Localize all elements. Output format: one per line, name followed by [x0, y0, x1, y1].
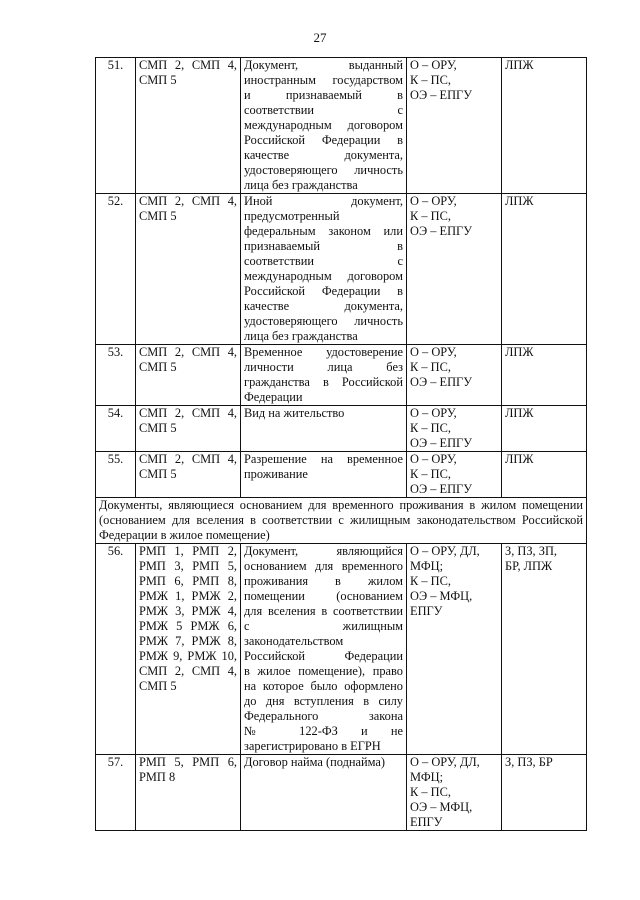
description-line: лица без гражданства [244, 178, 358, 192]
source-line: ОЭ – ЕПГУ [410, 482, 472, 496]
description-line: качестве документа, [244, 148, 403, 162]
table-row [96, 544, 587, 755]
row-number: 51. [96, 58, 136, 194]
source-line: ОЭ – ЕПГУ [410, 436, 472, 450]
extra-line: БР, ЛПЖ [505, 559, 553, 573]
description-cell [241, 194, 407, 345]
extra-cell [502, 755, 587, 831]
source-cell [407, 194, 502, 345]
codes-line: РМП 8 [139, 770, 176, 784]
description-cell [241, 544, 407, 755]
source-line: О – ОРУ, [410, 58, 457, 72]
codes-line: СМП 2, СМП 4, [139, 58, 237, 72]
codes-line: РМЖ 5 РМЖ 6, [139, 619, 237, 633]
description-line: Федерального закона [244, 709, 403, 723]
description-line: № 122-ФЗ и не [244, 724, 403, 738]
codes-cell [136, 544, 241, 755]
description-line: удостоверяющего личность [244, 314, 403, 328]
source-line: О – ОРУ, ДЛ, [410, 544, 480, 558]
description-line: основанием для временного [244, 559, 403, 573]
extra-cell [502, 452, 587, 498]
description-cell [241, 58, 407, 194]
codes-line: РМЖ 1, РМЖ 2, [139, 589, 237, 603]
description-cell [241, 755, 407, 831]
source-line: О – ОРУ, ДЛ, [410, 755, 480, 769]
description-line: признаваемый в [244, 239, 403, 253]
description-line: проживание [244, 467, 308, 481]
description-line: Разрешение на временное [244, 452, 403, 466]
description-line: проживания в жилом [244, 574, 403, 588]
description-line: соответствии с [244, 103, 403, 117]
codes-line: РМП 6, РМП 8, [139, 574, 237, 588]
source-line: О – ОРУ, [410, 452, 457, 466]
codes-line: СМП 2, СМП 4, [139, 452, 237, 466]
table-row [96, 58, 587, 194]
page-number: 27 [313, 30, 327, 45]
codes-cell [136, 194, 241, 345]
description-line: личности лица без [244, 360, 403, 374]
extra-cell [502, 194, 587, 345]
row-number: 52. [96, 194, 136, 345]
source-line: К – ПС, [410, 73, 451, 87]
table-row [96, 452, 587, 498]
description-cell [241, 345, 407, 406]
description-line: Документ, являющийся [244, 544, 403, 558]
extra-cell [502, 58, 587, 194]
description-line: Документ, выданный [244, 58, 403, 72]
description-line: Российской Федерации в [244, 133, 403, 147]
codes-line: СМП 2, СМП 4, [139, 406, 237, 420]
source-line: О – ОРУ, [410, 194, 457, 208]
extra-line: З, ПЗ, БР [505, 755, 553, 769]
section-heading: Документы, являющиеся основанием для временного проживания в жилом помещении (основанием для вселения в соответствии с жилищным законодательством Российской Федерации в жилое помещение) [96, 498, 587, 544]
description-line: федеральным законом или [244, 224, 403, 238]
row-number: 57. [96, 755, 136, 831]
codes-cell [136, 345, 241, 406]
row-number: 55. [96, 452, 136, 498]
description-line: для вселения в соответствии [244, 604, 403, 618]
source-cell [407, 58, 502, 194]
description-line: международным договором [244, 269, 403, 283]
source-line: МФЦ; [410, 770, 444, 784]
codes-line: СМП 5 [139, 679, 177, 693]
source-line: О – ОРУ, [410, 345, 457, 359]
source-line: К – ПС, [410, 574, 451, 588]
codes-line: РМЖ 9, РМЖ 10, [139, 649, 237, 663]
source-cell [407, 755, 502, 831]
extra-cell [502, 544, 587, 755]
codes-line: СМП 5 [139, 421, 177, 435]
description-line: помещении (основанием [244, 589, 403, 603]
extra-line: ЛПЖ [505, 345, 534, 359]
description-line: международным договором [244, 118, 403, 132]
description-line: Вид на жительство [244, 406, 345, 420]
source-cell [407, 345, 502, 406]
extra-line: ЛПЖ [505, 194, 534, 208]
source-line: ОЭ – ЕПГУ [410, 375, 472, 389]
source-line: МФЦ; [410, 559, 444, 573]
description-line: и признаваемый в [244, 88, 403, 102]
codes-line: СМП 2, СМП 4, [139, 194, 237, 208]
description-line: в жилое помещение), право [244, 664, 403, 678]
source-line: ОЭ – МФЦ, [410, 589, 473, 603]
source-line: ЕПГУ [410, 604, 443, 618]
source-line: К – ПС, [410, 785, 451, 799]
codes-cell [136, 58, 241, 194]
source-line: К – ПС, [410, 467, 451, 481]
codes-line: РМП 3, РМП 5, [139, 559, 237, 573]
description-line: зарегистрировано в ЕГРН [244, 739, 381, 753]
description-line: иностранным государством [244, 73, 403, 87]
source-line: К – ПС, [410, 360, 451, 374]
table-row [96, 755, 587, 831]
description-line: Временное удостоверение [244, 345, 403, 359]
table-row [96, 406, 587, 452]
extra-cell [502, 406, 587, 452]
source-line: К – ПС, [410, 421, 451, 435]
row-number: 53. [96, 345, 136, 406]
codes-line: СМП 5 [139, 467, 177, 481]
table-row [96, 345, 587, 406]
source-line: ОЭ – ЕПГУ [410, 88, 472, 102]
codes-line: СМП 2, СМП 4, [139, 345, 237, 359]
description-line: Российской Федерации [244, 649, 403, 663]
source-line: ЕПГУ [410, 815, 443, 829]
description-line: соответствии с [244, 254, 403, 268]
codes-line: СМП 5 [139, 360, 177, 374]
codes-line: СМП 5 [139, 209, 177, 223]
description-line: предусмотренный [244, 209, 340, 223]
source-line: О – ОРУ, [410, 406, 457, 420]
description-line: с жилищным [244, 619, 403, 633]
codes-line: РМЖ 7, РМЖ 8, [139, 634, 237, 648]
codes-line: СМП 2, СМП 4, [139, 664, 237, 678]
source-line: К – ПС, [410, 209, 451, 223]
description-line: Договор найма (поднайма) [244, 755, 386, 769]
extra-cell [502, 345, 587, 406]
codes-line: СМП 5 [139, 73, 177, 87]
description-line: гражданства в Российской [244, 375, 403, 389]
description-line: Федерации [244, 390, 303, 404]
description-line: до дня вступления в силу [244, 694, 403, 708]
codes-line: РМП 5, РМП 6, [139, 755, 237, 769]
documents-table [95, 57, 587, 831]
source-line: ОЭ – ЕПГУ [410, 224, 472, 238]
extra-line: З, ПЗ, ЗП, [505, 544, 558, 558]
description-cell [241, 406, 407, 452]
description-line: удостоверяющего личность [244, 163, 403, 177]
source-cell [407, 406, 502, 452]
codes-cell [136, 452, 241, 498]
description-line: Российской Федерации в [244, 284, 403, 298]
description-line: Иной документ, [244, 194, 403, 208]
source-line: ОЭ – МФЦ, [410, 800, 473, 814]
description-cell [241, 452, 407, 498]
extra-line: ЛПЖ [505, 452, 534, 466]
extra-line: ЛПЖ [505, 58, 534, 72]
source-cell [407, 452, 502, 498]
source-cell [407, 544, 502, 755]
extra-line: ЛПЖ [505, 406, 534, 420]
section-row [96, 498, 587, 544]
description-line: на которое было оформлено [244, 679, 403, 693]
row-number: 54. [96, 406, 136, 452]
codes-cell [136, 755, 241, 831]
codes-line: РМП 1, РМП 2, [139, 544, 237, 558]
description-line: качестве документа, [244, 299, 403, 313]
codes-cell [136, 406, 241, 452]
row-number: 56. [96, 544, 136, 755]
description-line: лица без гражданства [244, 329, 358, 343]
codes-line: РМЖ 3, РМЖ 4, [139, 604, 237, 618]
description-line: законодательством [244, 634, 344, 648]
table-row [96, 194, 587, 345]
